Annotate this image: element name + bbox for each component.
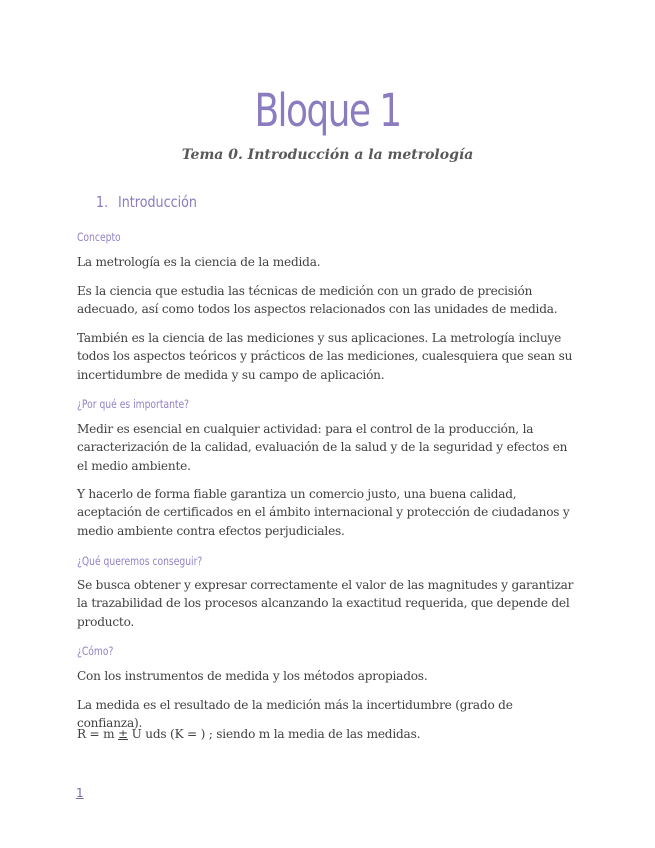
- importancia-heading: ¿Por qué es importante?: [77, 397, 190, 411]
- section-title: Introducción: [117, 193, 197, 211]
- importancia-paragraph-1: Medir es esencial en cualquier actividad: para el control de la producción, la caracterización de la calidad, evaluación de la salud y de la seguridad y efectos en el medio ambiente.: [77, 422, 568, 473]
- page-number[interactable]: 1: [76, 786, 84, 800]
- section-heading: [96, 193, 197, 211]
- importancia-paragraph-2: Y hacerlo de forma fiable garantiza un comercio justo, una buena calidad, aceptación de certificados en el ámbito internacional y protección de ciudadanos y medio ambiente contra efectos perjudiciales.: [77, 487, 570, 538]
- concepto-paragraph-3: También es la ciencia de las mediciones y sus aplicaciones. La metrología incluye todos los aspectos teóricos y prácticos de las mediciones, cualesquiera que sean su incertidumbre de medida y su campo de aplicación.: [77, 331, 573, 382]
- objetivo-heading: ¿Qué queremos conseguir?: [77, 554, 203, 568]
- concepto-paragraph-2: Es la ciencia que estudia las técnicas de medición con un grado de precisión adecuado, así como todos los aspectos relacionados con las unidades de medida.: [77, 284, 558, 317]
- formula-line: [77, 725, 577, 743]
- como-heading: ¿Cómo?: [77, 644, 114, 658]
- concepto-heading: Concepto: [77, 230, 121, 244]
- como-paragraph-1: Con los instrumentos de medida y los métodos apropiados.: [77, 669, 428, 683]
- objetivo-paragraph-1: Se busca obtener y expresar correctamente el valor de las magnitudes y garantizar la trazabilidad de los procesos alcanzando la exactitud requerida, que depende del producto.: [77, 578, 574, 629]
- plus-minus-symbol: ±: [118, 727, 128, 741]
- formula-prefix: R = m: [77, 727, 119, 741]
- document-subtitle: Tema 0. Introducción a la metrología: [181, 147, 474, 163]
- concepto-paragraph-1: La metrología es la ciencia de la medida.: [77, 255, 321, 269]
- formula-suffix: U uds (K = ) ; siendo m la media de las medidas.: [127, 727, 421, 741]
- document-title: Bloque 1: [254, 84, 401, 137]
- section-number: 1.: [96, 193, 109, 211]
- como-paragraph-2: La medida es el resultado de la medición más la incertidumbre (grado de confianza).: [77, 698, 513, 731]
